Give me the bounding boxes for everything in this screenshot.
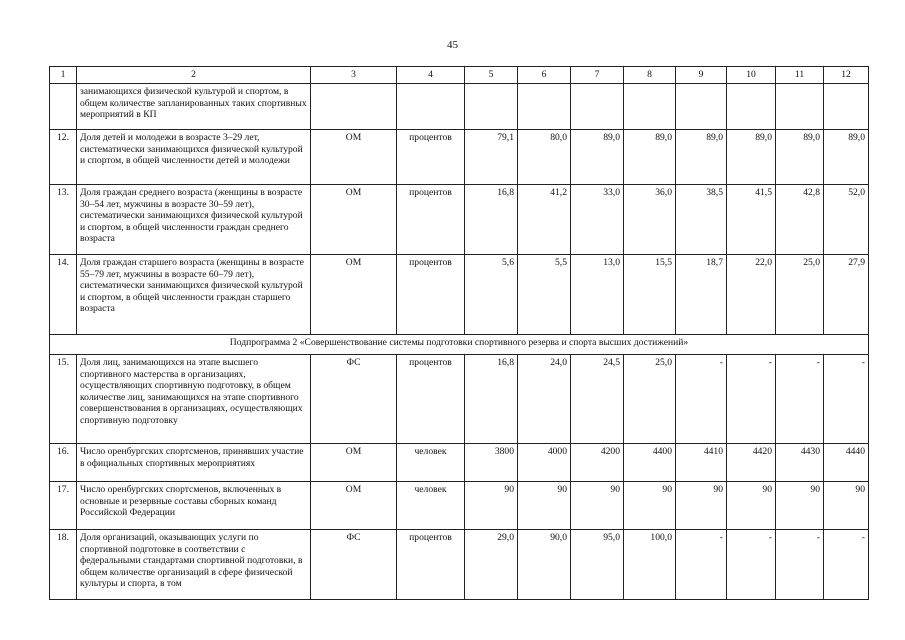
indicator-name: Доля граждан среднего возраста (женщины в возрасте 30–54 лет, мужчины в возрасте 30–59 лет), систематически занимающихся физической культурой и спортом, в общей численности граждан среднего возраста — [77, 185, 311, 255]
row-number: 17. — [50, 482, 77, 530]
value-cell: - — [824, 355, 869, 444]
value-cell: 13,0 — [571, 255, 624, 335]
value-cell: 4410 — [676, 444, 727, 482]
unit: процентов — [397, 130, 465, 185]
row-number: 18. — [50, 530, 77, 600]
value-cell: 90 — [571, 482, 624, 530]
value-cell: 90 — [518, 482, 571, 530]
value-cell: 89,0 — [727, 130, 776, 185]
value-cell: 42,8 — [776, 185, 824, 255]
table-row — [50, 185, 869, 255]
indicator-type: ОМ — [311, 185, 397, 255]
value-cell: - — [776, 355, 824, 444]
value-cell: - — [776, 530, 824, 600]
indicator-type — [311, 84, 397, 130]
value-cell: 90 — [676, 482, 727, 530]
header-cell: 2 — [77, 67, 311, 84]
value-cell: 29,0 — [465, 530, 518, 600]
value-cell: 24,0 — [518, 355, 571, 444]
value-cell — [824, 84, 869, 130]
indicators-table — [49, 66, 869, 600]
value-cell: 22,0 — [727, 255, 776, 335]
row-number: 15. — [50, 355, 77, 444]
value-cell: - — [727, 530, 776, 600]
unit: процентов — [397, 355, 465, 444]
indicator-type: ОМ — [311, 255, 397, 335]
header-cell: 10 — [727, 67, 776, 84]
value-cell: 18,7 — [676, 255, 727, 335]
value-cell: 52,0 — [824, 185, 869, 255]
value-cell: 90 — [727, 482, 776, 530]
value-cell: 89,0 — [571, 130, 624, 185]
value-cell: 89,0 — [676, 130, 727, 185]
row-number: 16. — [50, 444, 77, 482]
indicator-name: Число оренбургских спортсменов, включенных в основные и резервные составы сборных команд Российской Федерации — [77, 482, 311, 530]
table-row — [50, 255, 869, 335]
value-cell: 4420 — [727, 444, 776, 482]
value-cell — [676, 84, 727, 130]
value-cell: 95,0 — [571, 530, 624, 600]
indicator-name: Доля лиц, занимающихся на этапе высшего спортивного мастерства в организациях, осуществляющих спортивную подготовку, в общем количестве лиц, занимающихся на этапе спортивного совершенствования в организациях, осуществляющих спортивную подготовку — [77, 355, 311, 444]
value-cell: 33,0 — [571, 185, 624, 255]
indicator-name: Доля граждан старшего возраста (женщины в возрасте 55–79 лет, мужчины в возрасте 60–79 лет), систематически занимающихся физической культурой и спортом, в общей численности граждан старшего возраста — [77, 255, 311, 335]
value-cell: - — [676, 355, 727, 444]
value-cell: 90 — [824, 482, 869, 530]
header-cell: 7 — [571, 67, 624, 84]
table-row — [50, 130, 869, 185]
value-cell: 25,0 — [776, 255, 824, 335]
header-cell: 1 — [50, 67, 77, 84]
indicator-name: занимающихся физической культурой и спортом, в общем количестве запланированных таких спортивных мероприятий в КП — [77, 84, 311, 130]
value-cell: 80,0 — [518, 130, 571, 185]
unit: процентов — [397, 255, 465, 335]
indicator-name: Число оренбургских спортсменов, принявших участие в официальных спортивных мероприятиях — [77, 444, 311, 482]
unit: человек — [397, 444, 465, 482]
row-number — [50, 84, 77, 130]
table-row — [50, 444, 869, 482]
unit: процентов — [397, 185, 465, 255]
value-cell — [624, 84, 676, 130]
indicator-type: ФС — [311, 530, 397, 600]
value-cell — [571, 84, 624, 130]
value-cell: 79,1 — [465, 130, 518, 185]
indicator-type: ОМ — [311, 482, 397, 530]
header-cell: 9 — [676, 67, 727, 84]
header-cell: 12 — [824, 67, 869, 84]
value-cell: 4400 — [624, 444, 676, 482]
unit: процентов — [397, 530, 465, 600]
table-row — [50, 530, 869, 600]
value-cell: 25,0 — [624, 355, 676, 444]
unit: человек — [397, 482, 465, 530]
value-cell: 16,8 — [465, 355, 518, 444]
value-cell: 3800 — [465, 444, 518, 482]
page-number: 45 — [447, 39, 458, 51]
value-cell: 100,0 — [624, 530, 676, 600]
table-row — [50, 355, 869, 444]
value-cell: 5,5 — [518, 255, 571, 335]
subprogram-title: Подпрограмма 2 «Совершенствование системы подготовки спортивного резерва и спорта высших достижений» — [50, 335, 869, 355]
row-number: 12. — [50, 130, 77, 185]
value-cell: 4440 — [824, 444, 869, 482]
value-cell: 5,6 — [465, 255, 518, 335]
value-cell: 41,5 — [727, 185, 776, 255]
value-cell: 27,9 — [824, 255, 869, 335]
value-cell: - — [727, 355, 776, 444]
value-cell: 90 — [776, 482, 824, 530]
table-row — [50, 84, 869, 130]
value-cell: 90 — [465, 482, 518, 530]
value-cell — [776, 84, 824, 130]
value-cell: 90 — [624, 482, 676, 530]
value-cell: 89,0 — [624, 130, 676, 185]
value-cell: 15,5 — [624, 255, 676, 335]
header-cell: 11 — [776, 67, 824, 84]
header-cell: 3 — [311, 67, 397, 84]
indicator-type: ОМ — [311, 130, 397, 185]
header-cell: 8 — [624, 67, 676, 84]
row-number: 14. — [50, 255, 77, 335]
value-cell: 4430 — [776, 444, 824, 482]
value-cell — [465, 84, 518, 130]
indicator-name: Доля организаций, оказывающих услуги по спортивной подготовке в соответствии с федеральными стандартами спортивной подготовки, в общем количестве организаций в сфере физической культуры и спорта, в том — [77, 530, 311, 600]
value-cell: - — [676, 530, 727, 600]
header-cell: 6 — [518, 67, 571, 84]
indicator-type: ОМ — [311, 444, 397, 482]
unit — [397, 84, 465, 130]
indicator-name: Доля детей и молодежи в возрасте 3–29 лет, систематически занимающихся физической культурой и спортом, в общей численности детей и молодежи — [77, 130, 311, 185]
table-row — [50, 482, 869, 530]
row-number: 13. — [50, 185, 77, 255]
value-cell: 16,8 — [465, 185, 518, 255]
indicator-type: ФС — [311, 355, 397, 444]
header-row — [50, 67, 869, 84]
value-cell: 4200 — [571, 444, 624, 482]
value-cell — [518, 84, 571, 130]
value-cell — [727, 84, 776, 130]
value-cell: 89,0 — [776, 130, 824, 185]
value-cell: 4000 — [518, 444, 571, 482]
value-cell: 38,5 — [676, 185, 727, 255]
value-cell: 41,2 — [518, 185, 571, 255]
value-cell: 90,0 — [518, 530, 571, 600]
header-cell: 5 — [465, 67, 518, 84]
value-cell: - — [824, 530, 869, 600]
value-cell: 89,0 — [824, 130, 869, 185]
value-cell: 36,0 — [624, 185, 676, 255]
header-cell: 4 — [397, 67, 465, 84]
value-cell: 24,5 — [571, 355, 624, 444]
subprogram-row — [50, 335, 869, 355]
